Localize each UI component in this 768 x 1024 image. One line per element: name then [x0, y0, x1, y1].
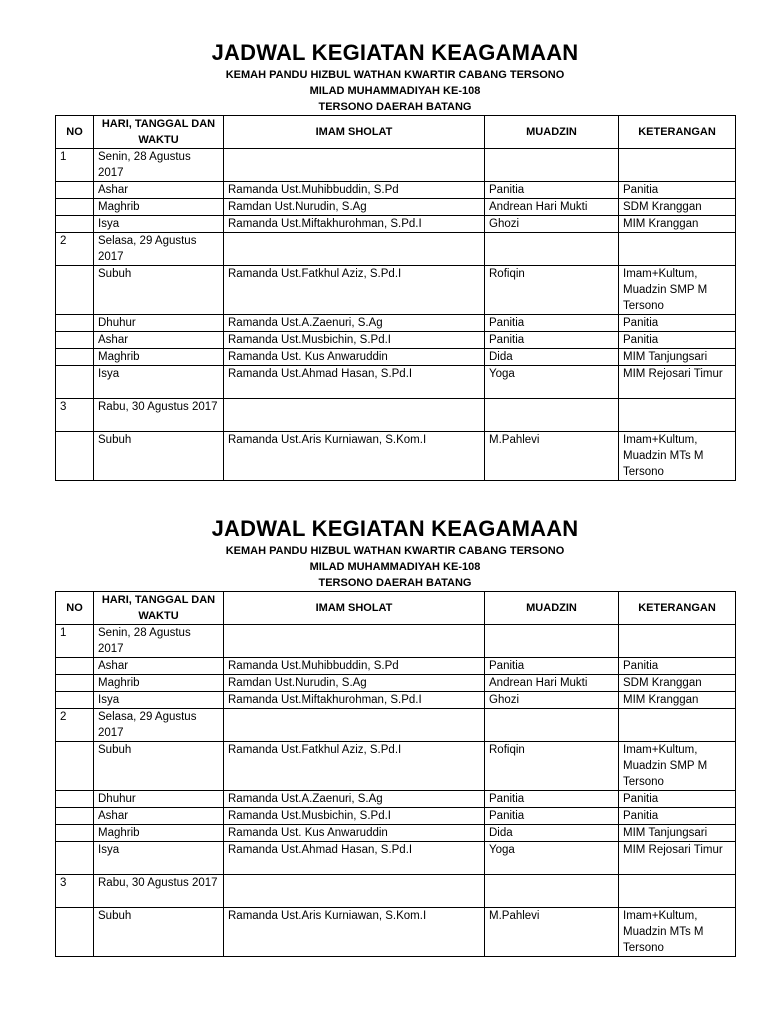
table-row [56, 692, 736, 709]
table-row [56, 315, 736, 332]
cell-keterangan: Panitia [619, 808, 736, 825]
cell-imam: Ramanda Ust.A.Zaenuri, S.Ag [224, 791, 485, 808]
cell-no [56, 842, 94, 875]
cell-keterangan: SDM Kranggan [619, 675, 736, 692]
cell-hari: Senin, 28 Agustus 2017 [94, 149, 224, 182]
cell-no [56, 332, 94, 349]
cell-no [56, 432, 94, 481]
cell-keterangan: Imam+Kultum, Muadzin SMP M Tersono [619, 266, 736, 315]
cell-hari: Rabu, 30 Agustus 2017 [94, 399, 224, 432]
cell-keterangan: Panitia [619, 315, 736, 332]
cell-imam: Ramanda Ust.A.Zaenuri, S.Ag [224, 315, 485, 332]
cell-imam [224, 149, 485, 182]
cell-imam: Ramanda Ust.Muhibbuddin, S.Pd [224, 182, 485, 199]
cell-keterangan: Imam+Kultum, Muadzin SMP M Tersono [619, 742, 736, 791]
cell-imam [224, 233, 485, 266]
cell-hari: Maghrib [94, 675, 224, 692]
table-row [56, 808, 736, 825]
cell-no [56, 216, 94, 233]
table-row [56, 432, 736, 481]
cell-hari: Dhuhur [94, 315, 224, 332]
table-header-row [56, 116, 736, 149]
cell-keterangan: Imam+Kultum, Muadzin MTs M Tersono [619, 908, 736, 957]
cell-muadzin: M.Pahlevi [485, 908, 619, 957]
table-row [56, 875, 736, 908]
table-row [56, 742, 736, 791]
cell-no [56, 742, 94, 791]
cell-hari: Selasa, 29 Agustus 2017 [94, 233, 224, 266]
cell-keterangan [619, 709, 736, 742]
cell-muadzin: Panitia [485, 315, 619, 332]
table-row [56, 332, 736, 349]
cell-muadzin: Panitia [485, 658, 619, 675]
cell-hari: Maghrib [94, 199, 224, 216]
cell-no [56, 199, 94, 216]
cell-keterangan: MIM Kranggan [619, 216, 736, 233]
cell-no [56, 349, 94, 366]
header-keterangan: KETERANGAN [619, 116, 736, 149]
header-muadzin: MUADZIN [485, 116, 619, 149]
schedule-block-1 [55, 40, 735, 481]
cell-muadzin [485, 709, 619, 742]
table-row [56, 625, 736, 658]
cell-muadzin: Andrean Hari Mukti [485, 199, 619, 216]
schedule-table [55, 591, 736, 957]
cell-hari: Ashar [94, 182, 224, 199]
cell-imam: Ramanda Ust.Ahmad Hasan, S.Pd.I [224, 366, 485, 399]
cell-imam [224, 625, 485, 658]
table-row [56, 908, 736, 957]
cell-no [56, 315, 94, 332]
cell-keterangan: Panitia [619, 658, 736, 675]
cell-no [56, 675, 94, 692]
cell-imam: Ramanda Ust. Kus Anwaruddin [224, 825, 485, 842]
header-imam: IMAM SHOLAT [224, 116, 485, 149]
cell-hari: Maghrib [94, 825, 224, 842]
cell-keterangan: Panitia [619, 791, 736, 808]
cell-no [56, 808, 94, 825]
cell-muadzin [485, 149, 619, 182]
header-hari: HARI, TANGGAL DAN WAKTU [94, 592, 224, 625]
cell-muadzin [485, 875, 619, 908]
header-hari: HARI, TANGGAL DAN WAKTU [94, 116, 224, 149]
schedule-body [56, 149, 736, 481]
header-muadzin: MUADZIN [485, 592, 619, 625]
cell-imam: Ramanda Ust.Miftakhurohman, S.Pd.I [224, 692, 485, 709]
cell-muadzin: Panitia [485, 808, 619, 825]
cell-no [56, 908, 94, 957]
document-title: JADWAL KEGIATAN KEAGAMAAN [211, 516, 579, 541]
table-row [56, 366, 736, 399]
cell-muadzin: Panitia [485, 791, 619, 808]
cell-imam: Ramanda Ust.Ahmad Hasan, S.Pd.I [224, 842, 485, 875]
cell-keterangan [619, 399, 736, 432]
cell-keterangan: Panitia [619, 332, 736, 349]
table-row [56, 216, 736, 233]
document-title: JADWAL KEGIATAN KEAGAMAAN [211, 40, 579, 65]
document-subtitle-milad: MILAD MUHAMMADIYAH KE-108 [309, 561, 481, 573]
cell-keterangan [619, 875, 736, 908]
cell-muadzin: Rofiqin [485, 742, 619, 791]
table-row [56, 349, 736, 366]
cell-hari: Maghrib [94, 349, 224, 366]
cell-imam: Ramanda Ust.Muhibbuddin, S.Pd [224, 658, 485, 675]
cell-imam: Ramanda Ust.Aris Kurniawan, S.Kom.I [224, 908, 485, 957]
cell-imam: Ramanda Ust.Miftakhurohman, S.Pd.I [224, 216, 485, 233]
table-row [56, 199, 736, 216]
cell-no [56, 366, 94, 399]
cell-keterangan: MIM Tanjungsari [619, 825, 736, 842]
cell-muadzin: Rofiqin [485, 266, 619, 315]
cell-hari: Rabu, 30 Agustus 2017 [94, 875, 224, 908]
cell-imam [224, 875, 485, 908]
cell-muadzin: Panitia [485, 332, 619, 349]
table-row [56, 658, 736, 675]
cell-keterangan: Panitia [619, 182, 736, 199]
cell-no [56, 182, 94, 199]
table-row [56, 842, 736, 875]
document-subtitle-event: KEMAH PANDU HIZBUL WATHAN KWARTIR CABANG TERSONO [225, 69, 565, 81]
cell-hari: Isya [94, 692, 224, 709]
cell-keterangan [619, 149, 736, 182]
cell-muadzin: Ghozi [485, 216, 619, 233]
table-row [56, 675, 736, 692]
cell-hari: Isya [94, 216, 224, 233]
cell-imam: Ramanda Ust.Fatkhul Aziz, S.Pd.I [224, 266, 485, 315]
cell-hari: Subuh [94, 432, 224, 481]
table-header-row [56, 592, 736, 625]
cell-keterangan: MIM Rejosari Timur [619, 842, 736, 875]
cell-muadzin [485, 399, 619, 432]
table-row [56, 266, 736, 315]
cell-imam: Ramanda Ust.Fatkhul Aziz, S.Pd.I [224, 742, 485, 791]
cell-hari: Ashar [94, 332, 224, 349]
cell-muadzin: Dida [485, 825, 619, 842]
cell-hari: Ashar [94, 658, 224, 675]
cell-imam: Ramanda Ust.Musbichin, S.Pd.I [224, 332, 485, 349]
cell-muadzin: Ghozi [485, 692, 619, 709]
cell-keterangan [619, 625, 736, 658]
cell-imam: Ramdan Ust.Nurudin, S.Ag [224, 675, 485, 692]
table-row [56, 399, 736, 432]
document-subtitle-milad: MILAD MUHAMMADIYAH KE-108 [309, 85, 481, 97]
cell-muadzin [485, 233, 619, 266]
cell-muadzin: M.Pahlevi [485, 432, 619, 481]
cell-hari: Selasa, 29 Agustus 2017 [94, 709, 224, 742]
cell-no: 1 [56, 625, 94, 658]
cell-no [56, 692, 94, 709]
cell-no: 1 [56, 149, 94, 182]
cell-no [56, 825, 94, 842]
cell-no [56, 658, 94, 675]
cell-no: 3 [56, 399, 94, 432]
cell-muadzin: Dida [485, 349, 619, 366]
table-row [56, 149, 736, 182]
cell-imam [224, 709, 485, 742]
cell-muadzin: Yoga [485, 842, 619, 875]
header-imam: IMAM SHOLAT [224, 592, 485, 625]
schedule-block-2 [55, 516, 735, 957]
header-no: NO [56, 116, 94, 149]
cell-imam [224, 399, 485, 432]
cell-no: 2 [56, 709, 94, 742]
cell-no: 3 [56, 875, 94, 908]
cell-muadzin: Yoga [485, 366, 619, 399]
cell-muadzin: Andrean Hari Mukti [485, 675, 619, 692]
table-row [56, 182, 736, 199]
cell-imam: Ramanda Ust. Kus Anwaruddin [224, 349, 485, 366]
cell-no [56, 266, 94, 315]
cell-imam: Ramanda Ust.Aris Kurniawan, S.Kom.I [224, 432, 485, 481]
schedule-body [56, 625, 736, 957]
cell-hari: Ashar [94, 808, 224, 825]
cell-hari: Dhuhur [94, 791, 224, 808]
document-subtitle-location: TERSONO DAERAH BATANG [318, 577, 472, 589]
cell-no [56, 791, 94, 808]
cell-muadzin: Panitia [485, 182, 619, 199]
cell-muadzin [485, 625, 619, 658]
table-row [56, 825, 736, 842]
cell-imam: Ramdan Ust.Nurudin, S.Ag [224, 199, 485, 216]
cell-keterangan: SDM Kranggan [619, 199, 736, 216]
cell-hari: Subuh [94, 908, 224, 957]
schedule-table [55, 115, 736, 481]
header-keterangan: KETERANGAN [619, 592, 736, 625]
document-subtitle-event: KEMAH PANDU HIZBUL WATHAN KWARTIR CABANG TERSONO [225, 545, 565, 557]
cell-hari: Subuh [94, 742, 224, 791]
cell-keterangan: MIM Tanjungsari [619, 349, 736, 366]
header-no: NO [56, 592, 94, 625]
cell-keterangan: Imam+Kultum, Muadzin MTs M Tersono [619, 432, 736, 481]
cell-hari: Senin, 28 Agustus 2017 [94, 625, 224, 658]
cell-keterangan: MIM Rejosari Timur [619, 366, 736, 399]
document-subtitle-location: TERSONO DAERAH BATANG [318, 101, 472, 113]
cell-keterangan: MIM Kranggan [619, 692, 736, 709]
cell-imam: Ramanda Ust.Musbichin, S.Pd.I [224, 808, 485, 825]
table-row [56, 791, 736, 808]
table-row [56, 709, 736, 742]
cell-hari: Isya [94, 366, 224, 399]
table-row [56, 233, 736, 266]
cell-hari: Subuh [94, 266, 224, 315]
cell-keterangan [619, 233, 736, 266]
cell-no: 2 [56, 233, 94, 266]
cell-hari: Isya [94, 842, 224, 875]
